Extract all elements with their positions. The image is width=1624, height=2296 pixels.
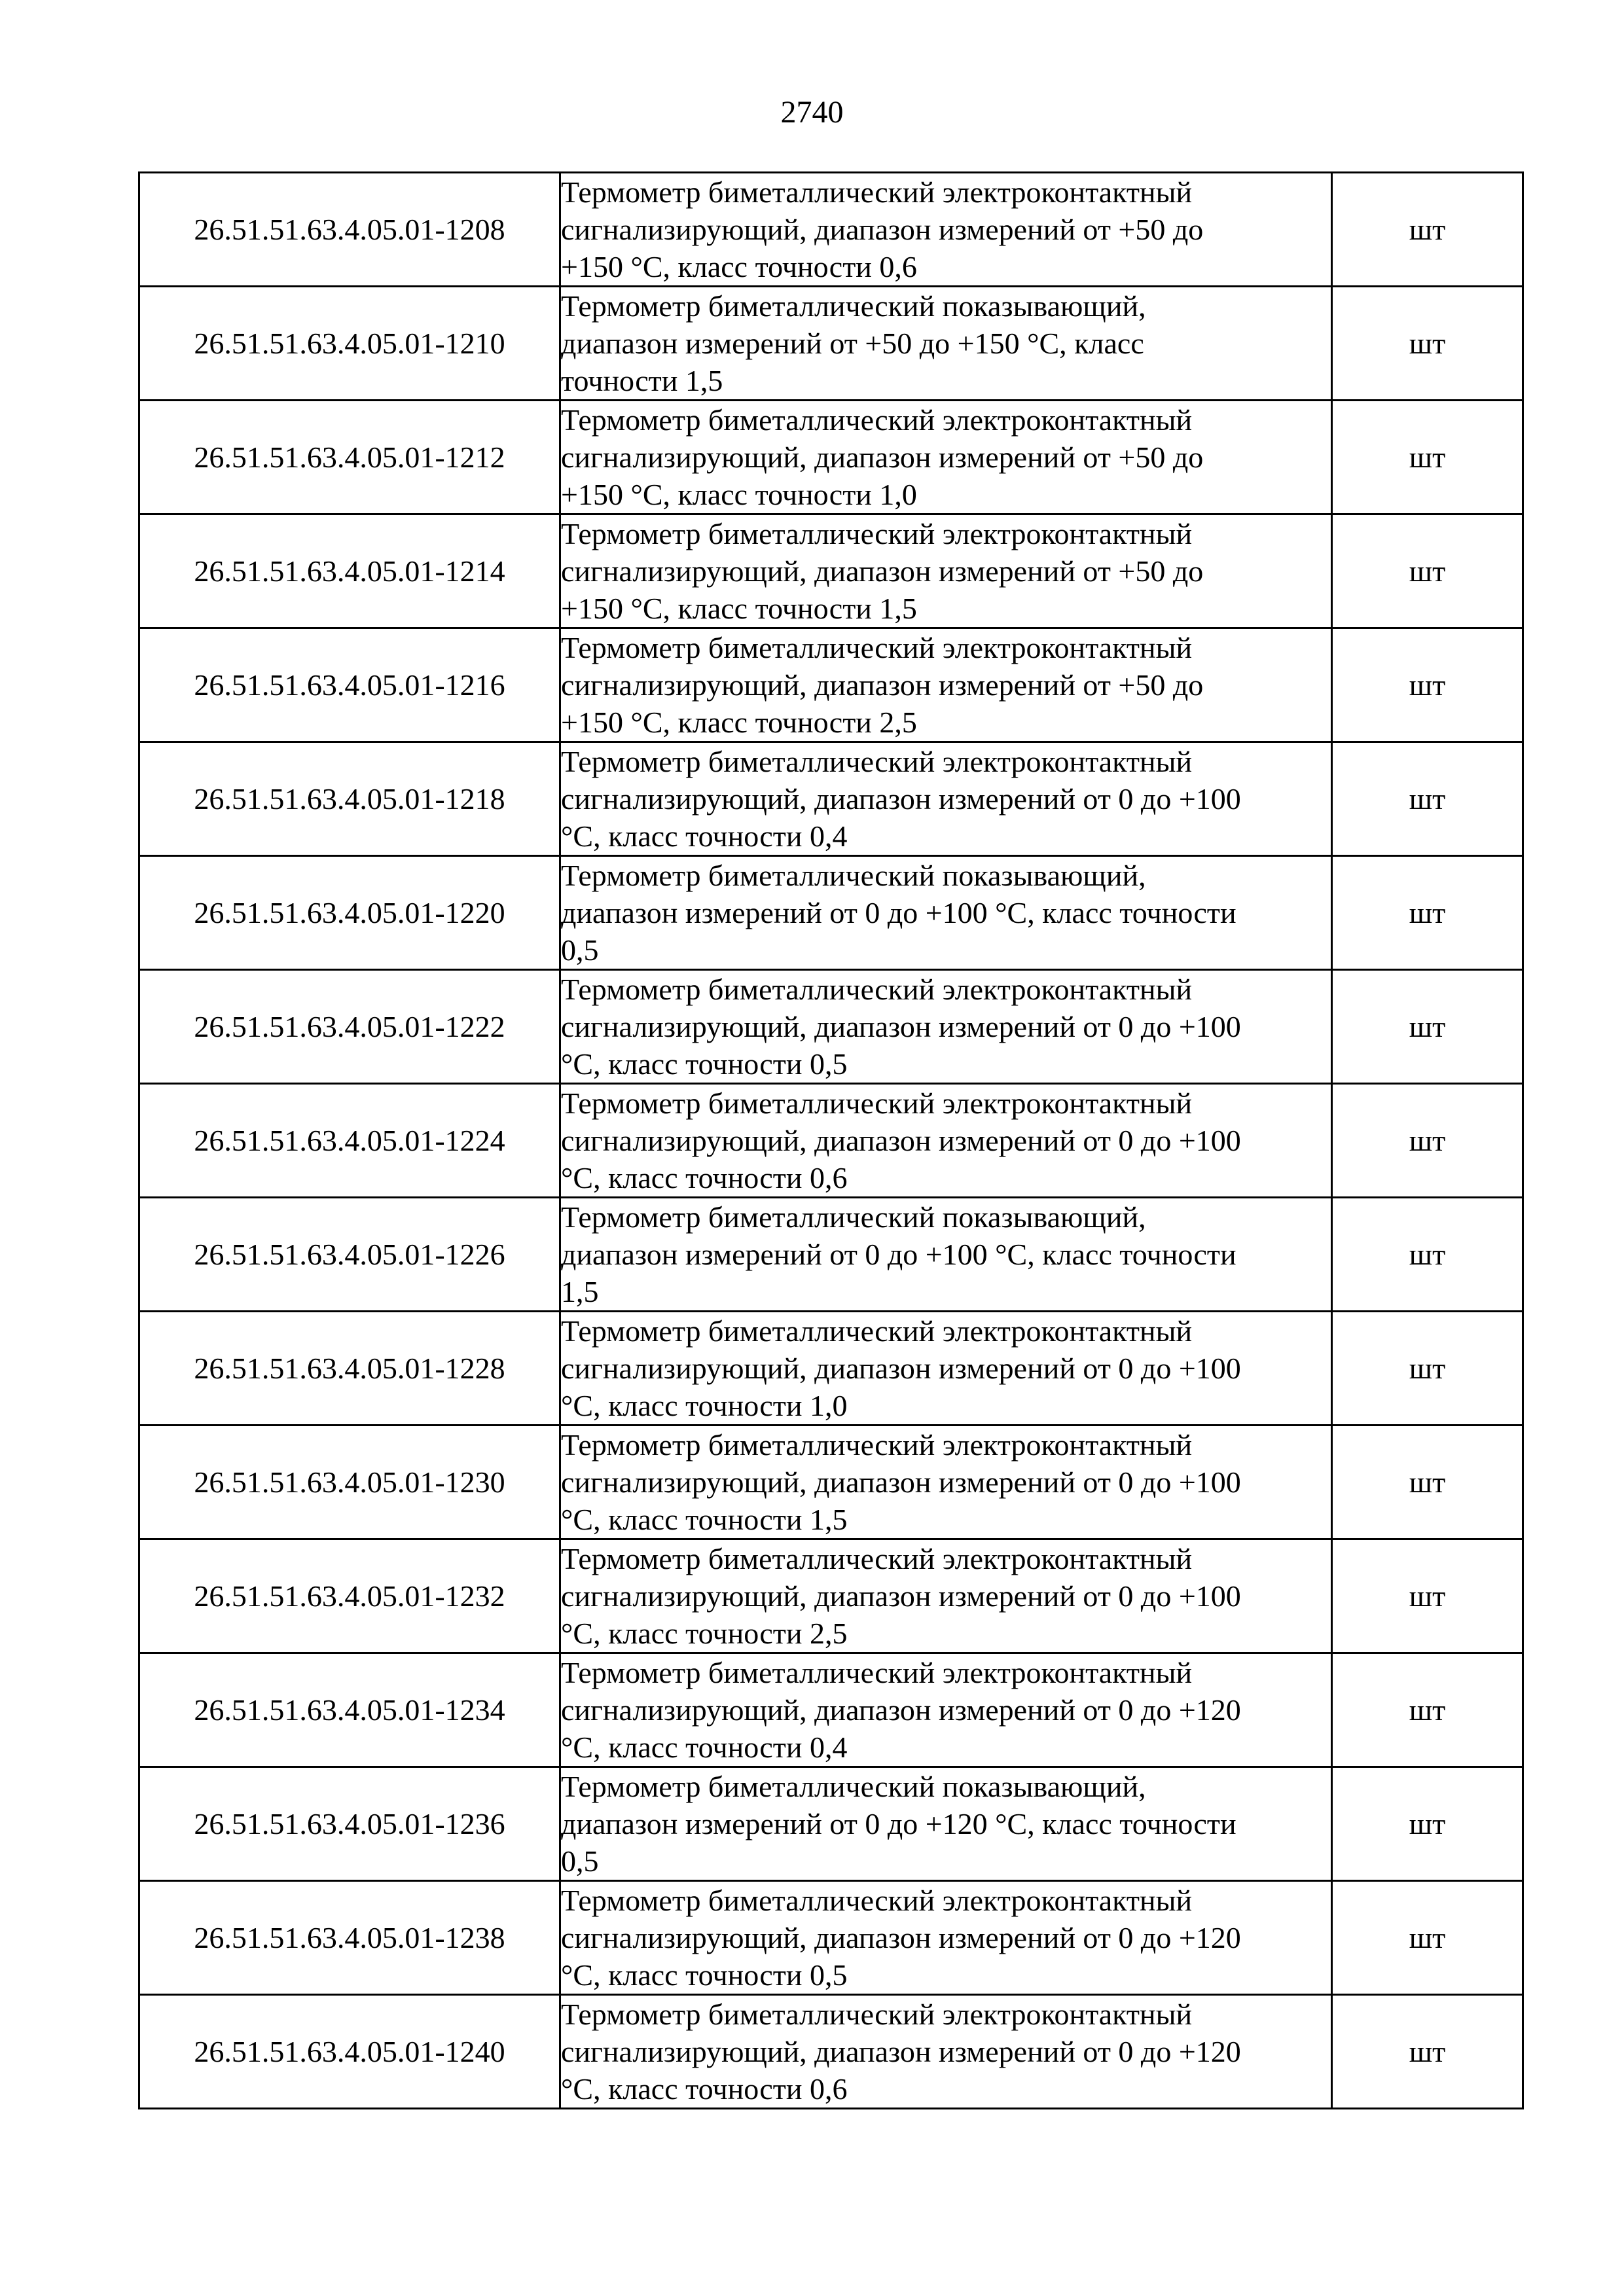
description-line: диапазон измерений от +50 до +150 °С, класс bbox=[561, 327, 1144, 360]
description-line: +150 °С, класс точности 1,5 bbox=[561, 592, 917, 625]
description-line: Термометр биметаллический электроконтактный bbox=[561, 631, 1193, 664]
table-row bbox=[139, 514, 1523, 628]
description-line: Термометр биметаллический электроконтактный bbox=[561, 973, 1193, 1006]
item-description bbox=[560, 1653, 1332, 1767]
item-unit: шт bbox=[1332, 1767, 1523, 1881]
item-code: 26.51.51.63.4.05.01-1220 bbox=[139, 856, 560, 970]
description-line: +150 °С, класс точности 2,5 bbox=[561, 706, 917, 739]
description-line: сигнализирующий, диапазон измерений от 0 до +120 bbox=[561, 1693, 1241, 1727]
item-unit: шт bbox=[1332, 514, 1523, 628]
description-line: °С, класс точности 0,6 bbox=[561, 1161, 848, 1194]
description-line: сигнализирующий, диапазон измерений от +50 до bbox=[561, 668, 1204, 702]
description-line: сигнализирующий, диапазон измерений от 0 до +100 bbox=[561, 1579, 1241, 1613]
item-description bbox=[560, 1198, 1332, 1312]
description-line: сигнализирующий, диапазон измерений от +50 до bbox=[561, 554, 1204, 588]
item-unit: шт bbox=[1332, 742, 1523, 856]
description-line: сигнализирующий, диапазон измерений от 0 до +100 bbox=[561, 782, 1241, 816]
description-line: сигнализирующий, диапазон измерений от 0 до +100 bbox=[561, 1352, 1241, 1385]
item-description bbox=[560, 514, 1332, 628]
table-row bbox=[139, 742, 1523, 856]
description-line: Термометр биметаллический показывающий, bbox=[561, 289, 1146, 323]
table-row bbox=[139, 1198, 1523, 1312]
table-row bbox=[139, 1995, 1523, 2109]
item-description bbox=[560, 1312, 1332, 1426]
catalog-table bbox=[138, 171, 1524, 2109]
item-code: 26.51.51.63.4.05.01-1230 bbox=[139, 1426, 560, 1539]
item-description bbox=[560, 287, 1332, 401]
description-line: °С, класс точности 1,0 bbox=[561, 1389, 848, 1422]
item-unit: шт bbox=[1332, 1312, 1523, 1426]
description-line: °С, класс точности 2,5 bbox=[561, 1617, 848, 1650]
description-line: Термометр биметаллический электроконтактный bbox=[561, 745, 1193, 778]
table-row bbox=[139, 628, 1523, 742]
description-line: Термометр биметаллический электроконтактный bbox=[561, 1086, 1193, 1120]
item-code: 26.51.51.63.4.05.01-1226 bbox=[139, 1198, 560, 1312]
description-line: Термометр биметаллический показывающий, bbox=[561, 859, 1146, 892]
description-line: 1,5 bbox=[561, 1275, 599, 1308]
item-code: 26.51.51.63.4.05.01-1212 bbox=[139, 401, 560, 514]
item-unit: шт bbox=[1332, 628, 1523, 742]
item-unit: шт bbox=[1332, 1995, 1523, 2109]
table-row bbox=[139, 1881, 1523, 1995]
description-line: сигнализирующий, диапазон измерений от 0 до +120 bbox=[561, 1921, 1241, 1954]
item-code: 26.51.51.63.4.05.01-1210 bbox=[139, 287, 560, 401]
description-line: °С, класс точности 0,4 bbox=[561, 819, 848, 853]
description-line: диапазон измерений от 0 до +120 °С, класс точности bbox=[561, 1807, 1236, 1840]
description-line: точности 1,5 bbox=[561, 364, 723, 397]
item-code: 26.51.51.63.4.05.01-1214 bbox=[139, 514, 560, 628]
description-line: сигнализирующий, диапазон измерений от 0 до +100 bbox=[561, 1465, 1241, 1499]
description-line: °С, класс точности 0,4 bbox=[561, 1731, 848, 1764]
item-code: 26.51.51.63.4.05.01-1222 bbox=[139, 970, 560, 1084]
description-line: сигнализирующий, диапазон измерений от 0 до +120 bbox=[561, 2035, 1241, 2068]
item-code: 26.51.51.63.4.05.01-1236 bbox=[139, 1767, 560, 1881]
item-code: 26.51.51.63.4.05.01-1216 bbox=[139, 628, 560, 742]
description-line: +150 °С, класс точности 0,6 bbox=[561, 250, 917, 283]
item-code: 26.51.51.63.4.05.01-1240 bbox=[139, 1995, 560, 2109]
catalog-table-body bbox=[139, 173, 1523, 2109]
table-row bbox=[139, 1653, 1523, 1767]
item-unit: шт bbox=[1332, 1881, 1523, 1995]
table-row bbox=[139, 1312, 1523, 1426]
item-unit: шт bbox=[1332, 401, 1523, 514]
description-line: 0,5 bbox=[561, 1844, 599, 1878]
table-row bbox=[139, 287, 1523, 401]
table-row bbox=[139, 1426, 1523, 1539]
description-line: Термометр биметаллический электроконтактный bbox=[561, 1884, 1193, 1917]
description-line: °С, класс точности 1,5 bbox=[561, 1503, 848, 1536]
item-description bbox=[560, 970, 1332, 1084]
table-row bbox=[139, 173, 1523, 287]
description-line: Термометр биметаллический показывающий, bbox=[561, 1770, 1146, 1803]
item-code: 26.51.51.63.4.05.01-1234 bbox=[139, 1653, 560, 1767]
table-row bbox=[139, 1539, 1523, 1653]
item-code: 26.51.51.63.4.05.01-1208 bbox=[139, 173, 560, 287]
item-unit: шт bbox=[1332, 1084, 1523, 1198]
item-code: 26.51.51.63.4.05.01-1224 bbox=[139, 1084, 560, 1198]
description-line: сигнализирующий, диапазон измерений от +50 до bbox=[561, 440, 1204, 474]
item-code: 26.51.51.63.4.05.01-1218 bbox=[139, 742, 560, 856]
table-row bbox=[139, 856, 1523, 970]
item-unit: шт bbox=[1332, 1653, 1523, 1767]
description-line: Термометр биметаллический электроконтактный bbox=[561, 517, 1193, 550]
item-description bbox=[560, 856, 1332, 970]
item-code: 26.51.51.63.4.05.01-1232 bbox=[139, 1539, 560, 1653]
table-row bbox=[139, 1767, 1523, 1881]
item-unit: шт bbox=[1332, 1539, 1523, 1653]
description-line: Термометр биметаллический электроконтактный bbox=[561, 1542, 1193, 1575]
description-line: Термометр биметаллический электроконтактный bbox=[561, 1428, 1193, 1462]
description-line: Термометр биметаллический электроконтактный bbox=[561, 1656, 1193, 1689]
item-description bbox=[560, 401, 1332, 514]
item-unit: шт bbox=[1332, 1198, 1523, 1312]
table-row bbox=[139, 401, 1523, 514]
item-description bbox=[560, 173, 1332, 287]
description-line: °С, класс точности 0,5 bbox=[561, 1958, 848, 1992]
description-line: °С, класс точности 0,6 bbox=[561, 2072, 848, 2106]
description-line: Термометр биметаллический электроконтактный bbox=[561, 1998, 1193, 2031]
item-description bbox=[560, 1767, 1332, 1881]
description-line: сигнализирующий, диапазон измерений от 0 до +100 bbox=[561, 1010, 1241, 1043]
item-description bbox=[560, 1995, 1332, 2109]
item-description bbox=[560, 1539, 1332, 1653]
item-description bbox=[560, 1881, 1332, 1995]
item-unit: шт bbox=[1332, 970, 1523, 1084]
item-description bbox=[560, 1084, 1332, 1198]
description-line: °С, класс точности 0,5 bbox=[561, 1047, 848, 1081]
item-unit: шт bbox=[1332, 287, 1523, 401]
description-line: Термометр биметаллический электроконтактный bbox=[561, 1314, 1193, 1348]
description-line: сигнализирующий, диапазон измерений от 0 до +100 bbox=[561, 1124, 1241, 1157]
item-unit: шт bbox=[1332, 856, 1523, 970]
page-number: 2740 bbox=[780, 95, 844, 130]
description-line: +150 °С, класс точности 1,0 bbox=[561, 478, 917, 511]
description-line: Термометр биметаллический показывающий, bbox=[561, 1200, 1146, 1234]
description-line: Термометр биметаллический электроконтактный bbox=[561, 403, 1193, 437]
item-code: 26.51.51.63.4.05.01-1228 bbox=[139, 1312, 560, 1426]
item-description bbox=[560, 742, 1332, 856]
item-description bbox=[560, 628, 1332, 742]
description-line: диапазон измерений от 0 до +100 °С, класс точности bbox=[561, 896, 1236, 929]
description-line: Термометр биметаллический электроконтактный bbox=[561, 175, 1193, 209]
description-line: диапазон измерений от 0 до +100 °С, класс точности bbox=[561, 1238, 1236, 1271]
item-code: 26.51.51.63.4.05.01-1238 bbox=[139, 1881, 560, 1995]
description-line: 0,5 bbox=[561, 933, 599, 967]
item-description bbox=[560, 1426, 1332, 1539]
item-unit: шт bbox=[1332, 173, 1523, 287]
item-unit: шт bbox=[1332, 1426, 1523, 1539]
table-row bbox=[139, 1084, 1523, 1198]
description-line: сигнализирующий, диапазон измерений от +50 до bbox=[561, 213, 1204, 246]
table-row bbox=[139, 970, 1523, 1084]
